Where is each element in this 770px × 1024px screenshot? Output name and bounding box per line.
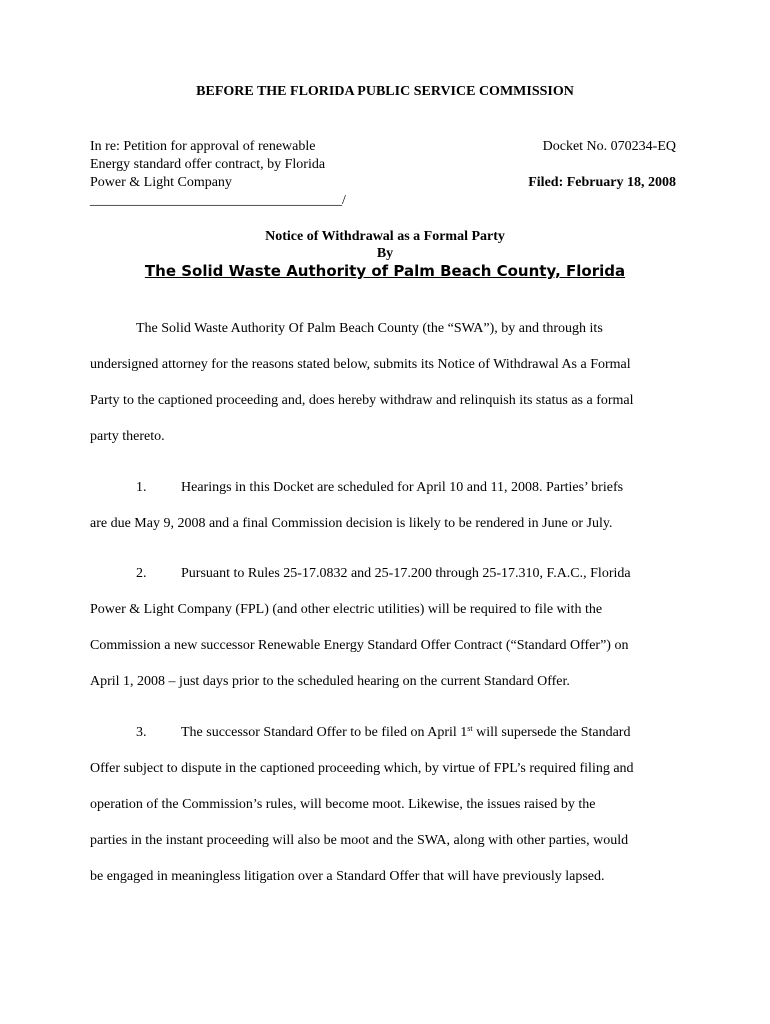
intro-line-4: party thereto. xyxy=(90,429,165,444)
intro-line-1: The Solid Waste Authority Of Palm Beach County (the “SWA”), by and through its xyxy=(136,321,603,336)
ordinal-suffix: st xyxy=(467,724,473,733)
docket-number: Docket No. 070234-EQ xyxy=(542,139,676,154)
commission-heading: BEFORE THE FLORIDA PUBLIC SERVICE COMMISSION xyxy=(196,84,574,99)
authority-name: The Solid Waste Authority of Palm Beach County, Florida xyxy=(144,262,626,280)
caption-rule: ____________________________________/ xyxy=(90,193,346,208)
caption-line-3: Power & Light Company xyxy=(90,175,232,190)
paragraph-1-number: 1. xyxy=(136,480,147,495)
caption-line-2: Energy standard offer contract, by Florida xyxy=(90,157,326,172)
intro-line-2: undersigned attorney for the reasons stated below, submits its Notice of Withdrawal As a Formal xyxy=(90,357,631,372)
notice-by: By xyxy=(376,246,394,261)
notice-title: Notice of Withdrawal as a Formal Party xyxy=(265,229,505,244)
filed-date: Filed: February 18, 2008 xyxy=(528,175,676,190)
paragraph-3-line-1 xyxy=(181,725,630,741)
paragraph-1-line-1: Hearings in this Docket are scheduled for April 10 and 11, 2008. Parties’ briefs xyxy=(181,480,624,495)
intro-line-3: Party to the captioned proceeding and, does hereby withdraw and relinquish its status as a formal xyxy=(90,393,634,408)
paragraph-3-number: 3. xyxy=(136,725,147,740)
paragraph-3-line-3: operation of the Commission’s rules, will become moot. Likewise, the issues raised by the xyxy=(90,797,596,812)
paragraph-2-number: 2. xyxy=(136,566,147,581)
paragraph-3-line-1-rest: will supersede the Standard xyxy=(472,725,631,740)
paragraph-3-line-4: parties in the instant proceeding will also be moot and the SWA, along with other parties, would xyxy=(90,833,629,848)
paragraph-2-line-4: April 1, 2008 – just days prior to the scheduled hearing on the current Standard Offer. xyxy=(90,674,570,689)
paragraph-3-line-1-text: The successor Standard Offer to be filed on April 1 xyxy=(181,725,468,740)
paragraph-1-line-2: are due May 9, 2008 and a final Commission decision is likely to be rendered in June or July. xyxy=(90,516,613,531)
paragraph-3-line-2: Offer subject to dispute in the captioned proceeding which, by virtue of FPL’s required filing and xyxy=(90,761,634,776)
paragraph-2-line-2: Power & Light Company (FPL) (and other electric utilities) will be required to file with the xyxy=(90,602,603,617)
paragraph-2-line-1: Pursuant to Rules 25-17.0832 and 25-17.200 through 25-17.310, F.A.C., Florida xyxy=(181,566,631,581)
paragraph-2-line-3: Commission a new successor Renewable Energy Standard Offer Contract (“Standard Offer”) on xyxy=(90,638,629,653)
caption-line-1: In re: Petition for approval of renewable xyxy=(90,139,316,154)
paragraph-3-line-5: be engaged in meaningless litigation over a Standard Offer that will have previously lapsed. xyxy=(90,869,605,884)
